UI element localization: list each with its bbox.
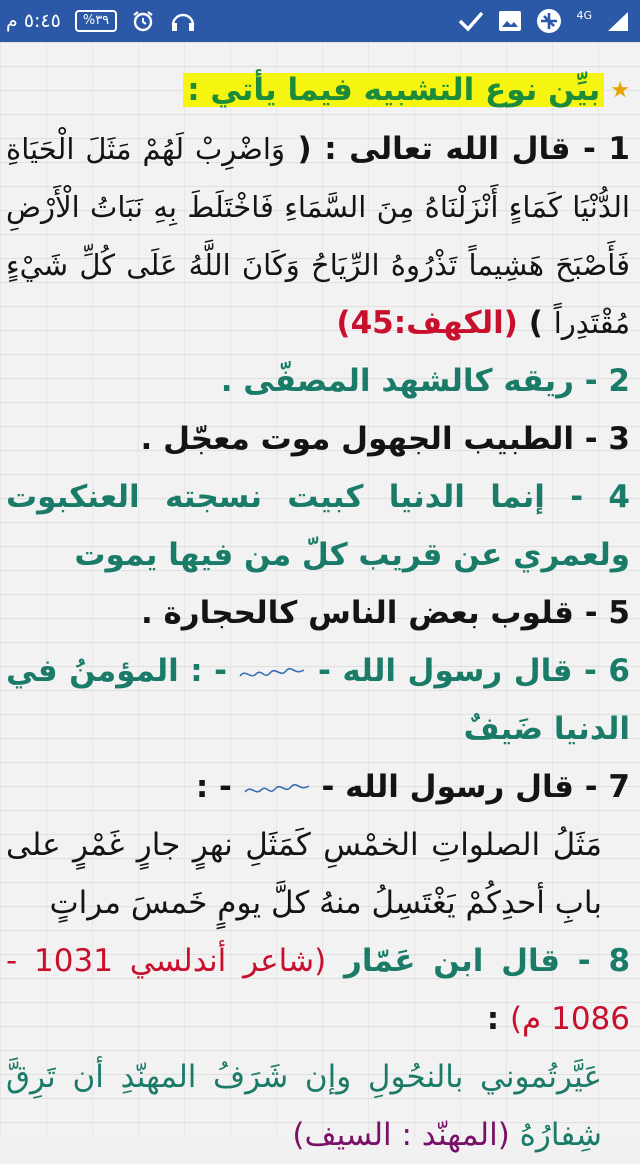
- item-6: [6, 642, 630, 758]
- item-text: إنما الدنيا كبيت نسجته العنكبوت ولعمري عن قريب كلّ من فيها يموت: [6, 479, 630, 573]
- salawat-calligraphy-icon: [243, 780, 311, 798]
- verse-gloss: (المهنّد : السيف): [292, 1117, 510, 1153]
- poet-note: (شاعر أندلسي 1031 - 1086 م): [6, 943, 630, 1037]
- item-after: - :: [195, 769, 243, 805]
- item-after: - : المؤمنُ في الدنيا ضَيفٌ: [6, 653, 630, 747]
- clock: ٥:٤٥ م: [6, 10, 61, 32]
- item-text: ريقه كالشهد المصفّى .: [220, 363, 574, 399]
- item-1: [6, 120, 630, 352]
- quran-verse: وَاضْرِبْ لَهُمْ مَثَلَ الْحَيَاةِ الدُّنْيَا كَمَاءٍ أَنْزَلْنَاهُ مِنَ السَّمَاءِ فَاخْتَلَطَ بِهِ نَبَاتُ الْأَرْضِ فَأَصْبَحَ هَشِيماً تَذْرُوهُ الرِّيَاحُ وَكَانَ اللَّهُ عَلَى كُلِّ شَيْءٍ مُقْتَدِراً: [6, 132, 630, 340]
- item-7: [6, 758, 630, 816]
- verse-close: ): [517, 305, 543, 341]
- verse-reference: (الكهف:45): [336, 305, 518, 341]
- star-icon: ★: [610, 77, 630, 103]
- alarm-icon: [131, 9, 155, 33]
- poem-verse: [6, 1048, 630, 1164]
- status-bar: [0, 0, 640, 42]
- document: [0, 70, 640, 1164]
- page-title: بيِّن نوع التشبيه فيما يأتي :: [183, 73, 604, 107]
- verse-text: عَيَّرتُموني بالنحُولِ وإن شَرَفُ المهنّدِ أن تَرِقَّ شِفارُهُ: [6, 1059, 602, 1153]
- network-type: 4G: [576, 8, 592, 22]
- item-intro: قال الله تعالى : (: [284, 131, 571, 167]
- signal-icon: [606, 10, 630, 32]
- hifi-headphones-icon: [169, 9, 197, 33]
- item-text: قلوب بعض الناس كالحجارة .: [140, 595, 574, 631]
- item-text: الطبيب الجهول موت معجّل .: [140, 421, 574, 457]
- status-left: [0, 9, 197, 33]
- item-5: [6, 584, 630, 642]
- gallery-icon: [498, 10, 522, 32]
- content: [0, 42, 640, 1153]
- item-before: قال رسول الله -: [310, 769, 574, 805]
- item-number: 5 -: [573, 595, 630, 631]
- item-4: [6, 468, 630, 584]
- hadith-quote: مَثَلُ الصلواتِ الخمْسِ كَمَثَلِ نهرٍ جارٍ غَمْرٍ على بابِ أحدِكُمْ يَغْتَسِلُ منهُ كلَّ يومٍ خَمسَ مراتٍ: [6, 827, 602, 921]
- item-before: قال رسول الله -: [306, 653, 573, 689]
- item-number: 3 -: [573, 421, 630, 457]
- app-icon: [536, 8, 562, 34]
- item-number: 2 -: [573, 363, 630, 399]
- item-before: قال ابن عَمّار: [326, 943, 560, 979]
- title-row: [6, 70, 630, 110]
- item-number: 7 -: [573, 769, 630, 805]
- item-after: :: [486, 1001, 510, 1037]
- item-number: 6 -: [572, 653, 630, 689]
- check-icon: [458, 10, 484, 32]
- status-right: [458, 8, 640, 34]
- item-3: [6, 410, 630, 468]
- item-number: 1 -: [570, 131, 630, 167]
- item-8: [6, 932, 630, 1048]
- item-2: [6, 352, 630, 410]
- item-number: 4 -: [544, 479, 630, 515]
- salawat-calligraphy-icon: [238, 664, 306, 682]
- item-number: 8 -: [560, 943, 631, 979]
- battery-icon: %٣٩: [75, 10, 117, 32]
